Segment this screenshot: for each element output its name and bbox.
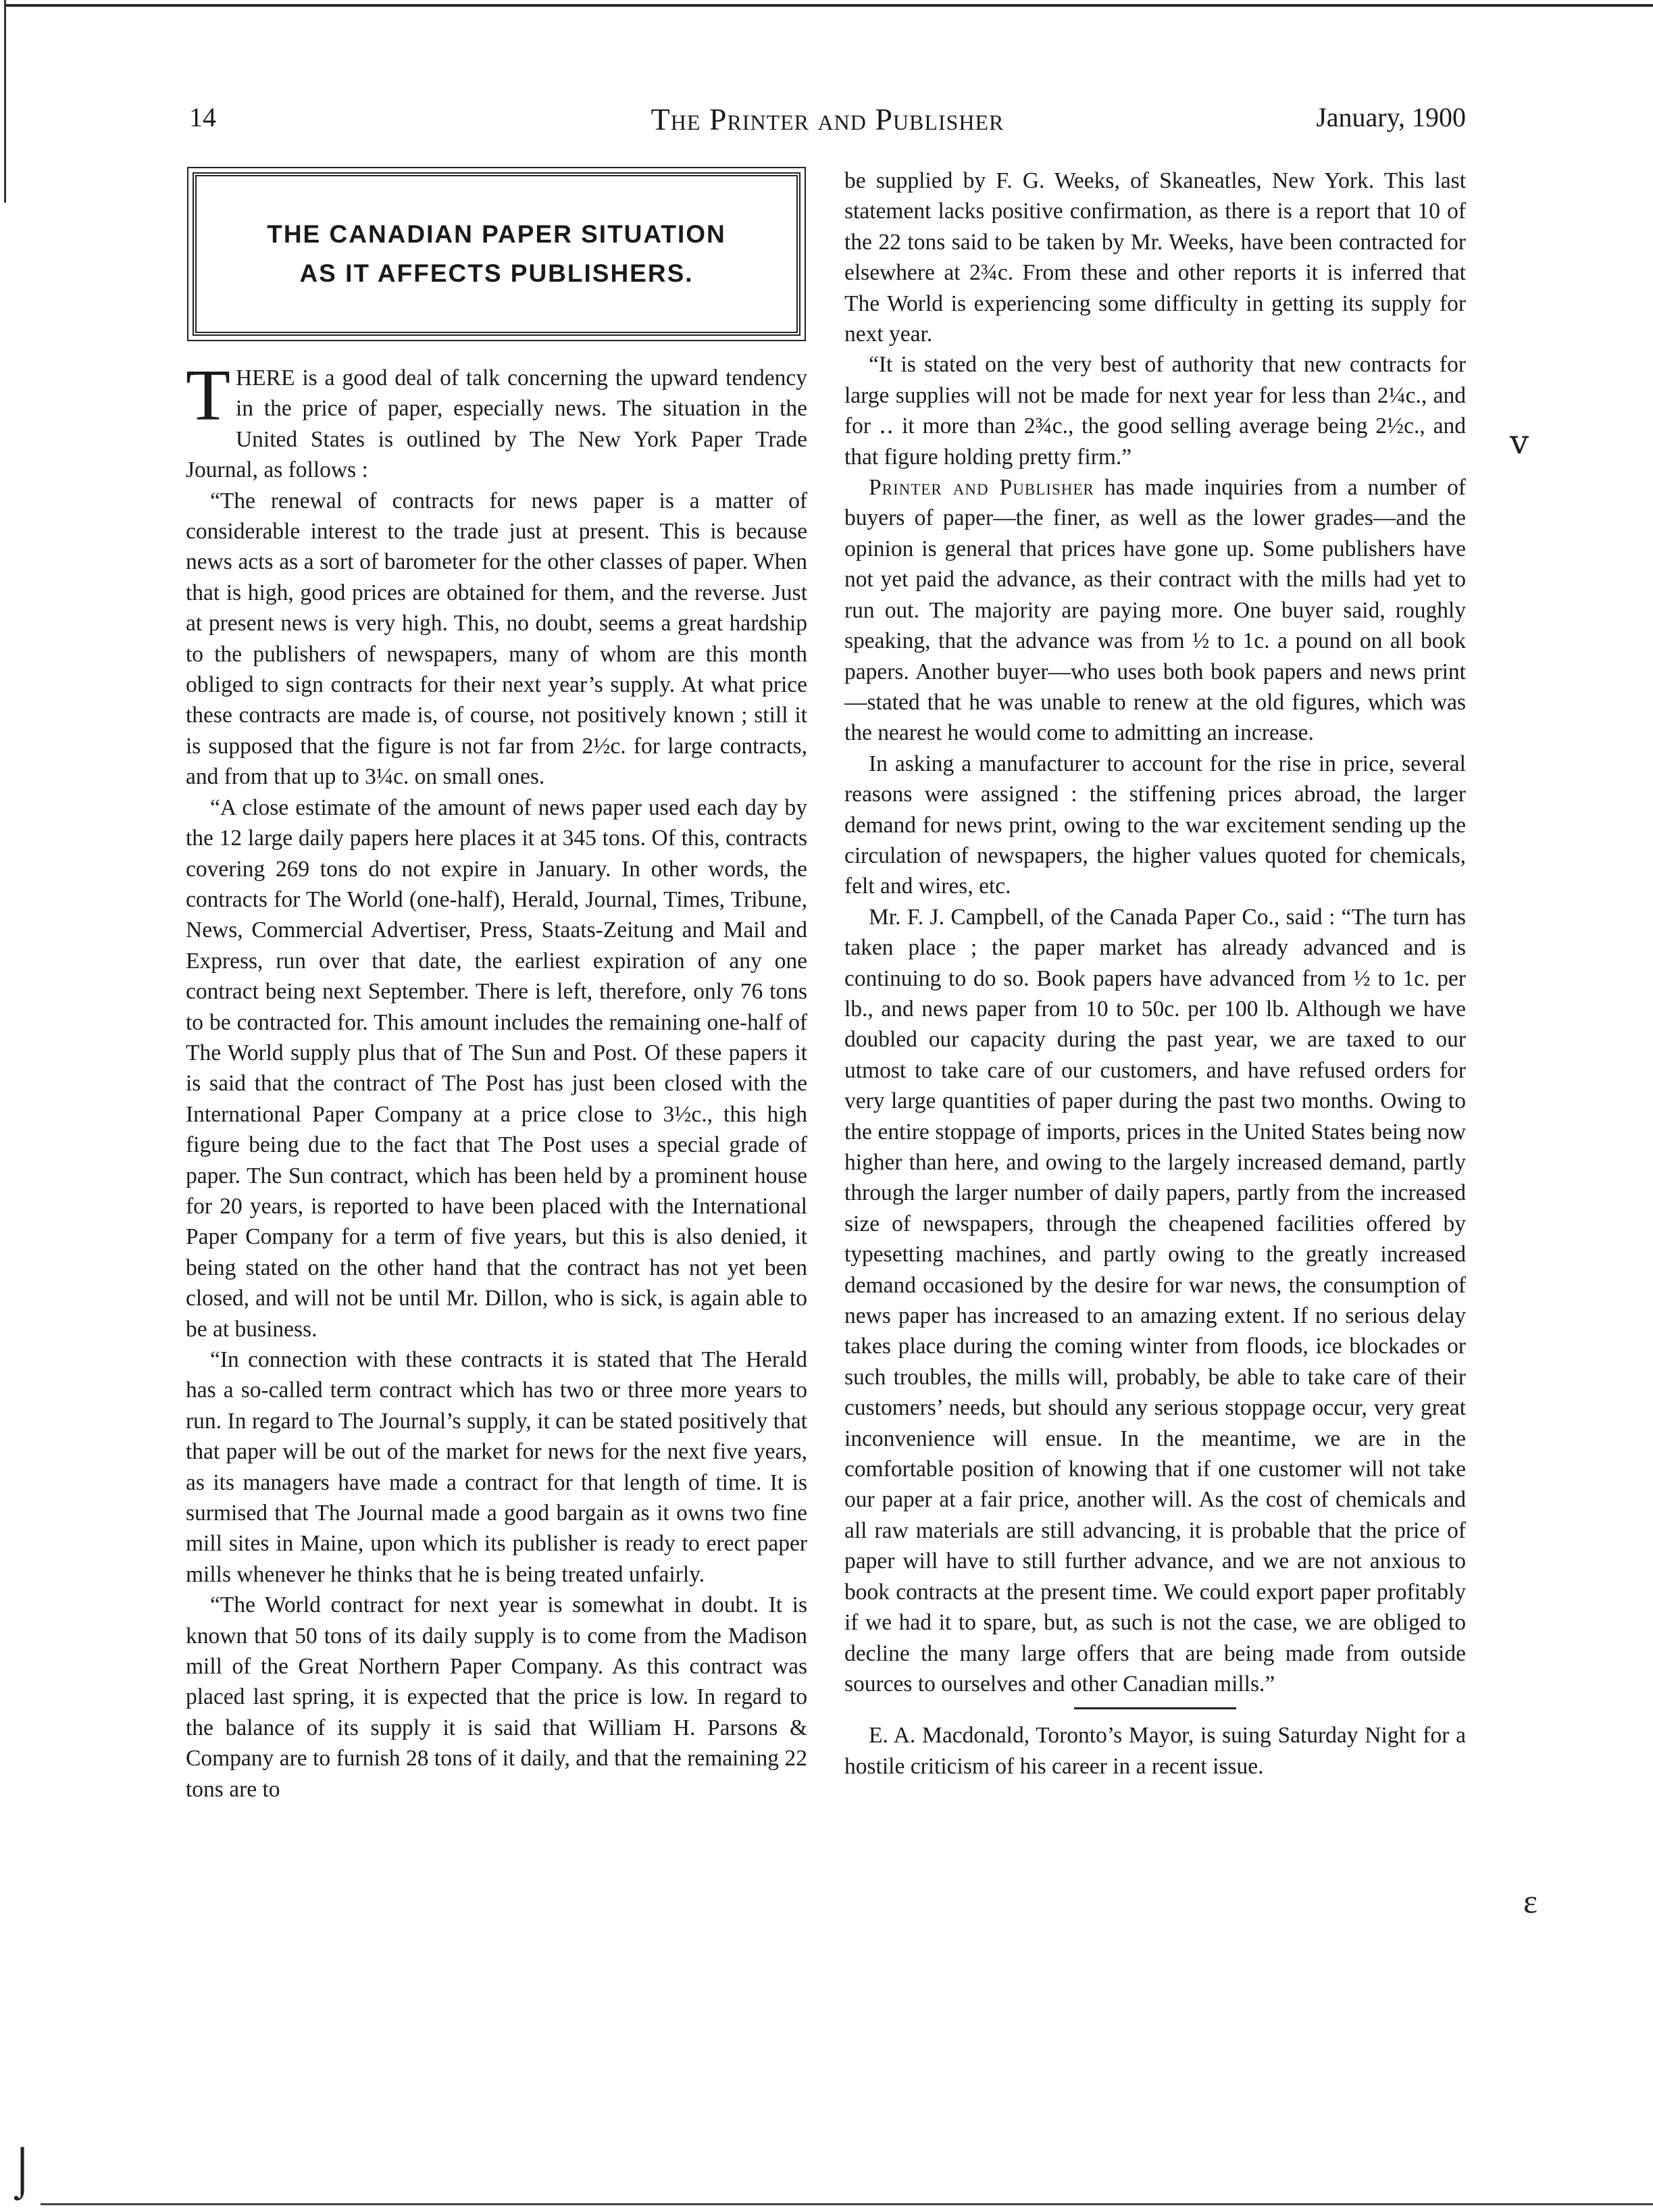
margin-mark: ɛ	[1523, 1882, 1537, 1920]
article-paragraph: “The renewal of contracts for news paper is a matter of considerable interest to the trade just at present. This is because news acts as a sort of barometer for the other classes of paper. When that is high, good prices are obtained for them, and the reverse. Just at present news is very high. This, no doubt, seems a great hardship to the publishers of newspapers, many of whom are this month obliged to sign contracts for their next year’s supply. At what price these contracts are made is, of course, not positively known ; still it is supposed that the figure is not far from 2½c. for large contracts, and from that up to 3¼c. on small ones.	[186, 488, 807, 790]
article-paragraph: In asking a manufacturer to account for the rise in price, several reasons were assigned : the stiffening prices abroad, the larger demand for news print, owing to the war excitement sending up the circulation of newspapers, the higher values quoted for chemicals, felt and wires, etc.	[844, 751, 1466, 899]
journal-title: The Printer and Publisher	[651, 102, 1004, 136]
running-head	[189, 101, 1466, 149]
paragraph-text: has made inquiries from a number of buyers of paper—the finer, as well as the lower grades—and the opinion is general that prices have gone up. Some publishers have not yet paid the advance, as their contract with the mills had yet to run out. The majority are paying more. One buyer said, roughly speaking, that the advance was from ½ to 1c. a pound on all book papers. Another buyer—who uses both book papers and news print—stated that he was unable to renew at the old figures, which was the nearest he would come to admitting an increase.	[844, 475, 1466, 746]
scan-left-border	[4, 0, 6, 203]
lead-paragraph-text: HERE is a good deal of talk concerning the upward tendency in the price of paper, especially news. The situation in the United States is outlined by The New York Paper Trade Journal, as follows :	[186, 366, 807, 483]
article-paragraph: “It is stated on the very best of authority that new contracts for large supplies will not be made for next year for less than 2¼c., and for ‥ it more than 2¾c., the good selling average being 2½c., and that figure holding pretty firm.”	[844, 352, 1466, 470]
issue-date: January, 1900	[1316, 102, 1466, 132]
left-column	[186, 166, 807, 1805]
article-paragraph-lead	[186, 355, 807, 486]
scan-artifact: ⌡	[8, 2145, 37, 2197]
section-divider	[1074, 1707, 1236, 1709]
article-paragraph: “A close estimate of the amount of news paper used each day by the 12 large daily papers here places it at 345 tons. Of this, contracts covering 269 tons do not expire in January. In other words, the contracts for The World (one-half), Herald, Journal, Times, Tribune, News, Commercial Advertiser, Press, Staats-Zeitung and Mail and Express, run over that date, the earliest expiration of any one contract being next September. There is left, therefore, only 76 tons to be contracted for. This amount includes the remaining one-half of The World supply plus that of The Sun and Post. Of these papers it is said that the contract of The Post has just been closed with the International Paper Company at a price close to 3½c., this high figure being due to the fact that The Post uses a special grade of paper. The Sun contract, which has been held by a prominent house for 20 years, is reported to have been placed with the International Paper Company for a term of five years, but this is also denied, it being stated on the other hand that the contract has not yet been closed, and will not be until Mr. Dillon, who is sick, is again able to be at business.	[186, 795, 807, 1342]
headline-line-1: THE CANADIAN PAPER SITUATION	[267, 220, 726, 248]
article-paragraph: “In connection with these contracts it is stated that The Herald has a so-called term contract which has two or three more years to run. In regard to The Journal’s supply, it can be stated positively that that paper will be out of the market for news for the next five years, as its managers have made a contract for that length of time. It is surmised that The Journal made a good bargain as it owns two fine mill sites in Maine, upon which its publisher is ready to erect paper mills whenever he thinks that he is being treated unfairly.	[186, 1347, 807, 1587]
right-column	[844, 166, 1466, 1782]
margin-mark: ⅴ	[1510, 423, 1529, 461]
article-paragraph	[844, 472, 1466, 749]
news-item: E. A. Macdonald, Toronto’s Mayor, is suing Saturday Night for a hostile criticism of his career in a recent issue.	[844, 1723, 1466, 1779]
article-paragraph: “The World contract for next year is somewhat in doubt. It is known that 50 tons of its daily supply is to come from the Madison mill of the Great Northern Paper Company. As this contract was placed last spring, it is expected that the price is low. In regard to the balance of its supply it is said that William H. Parsons & Company are to furnish 28 tons of it daily, and that the remaining 22 tons are to	[186, 1592, 807, 1802]
page-number: 14	[189, 102, 216, 132]
headline-box	[193, 172, 800, 336]
headline	[267, 215, 726, 293]
scan-bottom-border	[41, 2203, 1653, 2205]
publication-name: Printer and Publisher	[869, 475, 1094, 501]
article-paragraph: Mr. F. J. Campbell, of the Canada Paper Co., said : “The turn has taken place ; the paper market has already advanced and is continuing to do so. Book papers have advanced from ½ to 1c. per lb., and news paper from 10 to 50c. per 100 lb. Although we have doubled our capacity during the past year, we are taxed to our utmost to take care of our customers, and have refused orders for very large quantities of paper during the past two months. Owing to the entire stoppage of imports, prices in the United States being now higher than here, and owing to the largely increased demand, partly through the larger number of daily papers, partly from the increased size of newspapers, through the cheapened facilities offered by typesetting machines, and partly owing to the greatly increased demand occasioned by the desire for war news, the consumption of news paper has increased to an amazing extent. If no serious delay takes place during the coming winter from floods, ice blockades or such troubles, the mills will, probably, be able to take care of their customers’ needs, but should any serious stoppage occur, very great inconvenience will ensue. In the meantime, we are in the comfortable position of knowing that if one customer will not take our paper at a fair price, another will. As the cost of chemicals and all raw materials are still advancing, it is probable that the price of paper will have to still further advance, and we are not anxious to book contracts at the present time. We could export paper profitably if we had it to spare, but, as such is not the case, we are obliged to decline the many large offers that are being made from outside sources to ourselves and other Canadian mills.”	[844, 904, 1466, 1696]
dropcap: T	[186, 355, 230, 436]
scan-top-border	[5, 4, 1653, 7]
headline-line-2: AS IT AFFECTS PUBLISHERS.	[299, 259, 694, 287]
article-paragraph-continued: be supplied by F. G. Weeks, of Skaneatles, New York. This last statement lacks positive confirmation, as there is a report that 10 of the 22 tons said to be taken by Mr. Weeks, have been contracted for elsewhere at 2¾c. From these and other reports it is inferred that The World is experiencing some difficulty in getting its supply for next year.	[844, 168, 1466, 347]
